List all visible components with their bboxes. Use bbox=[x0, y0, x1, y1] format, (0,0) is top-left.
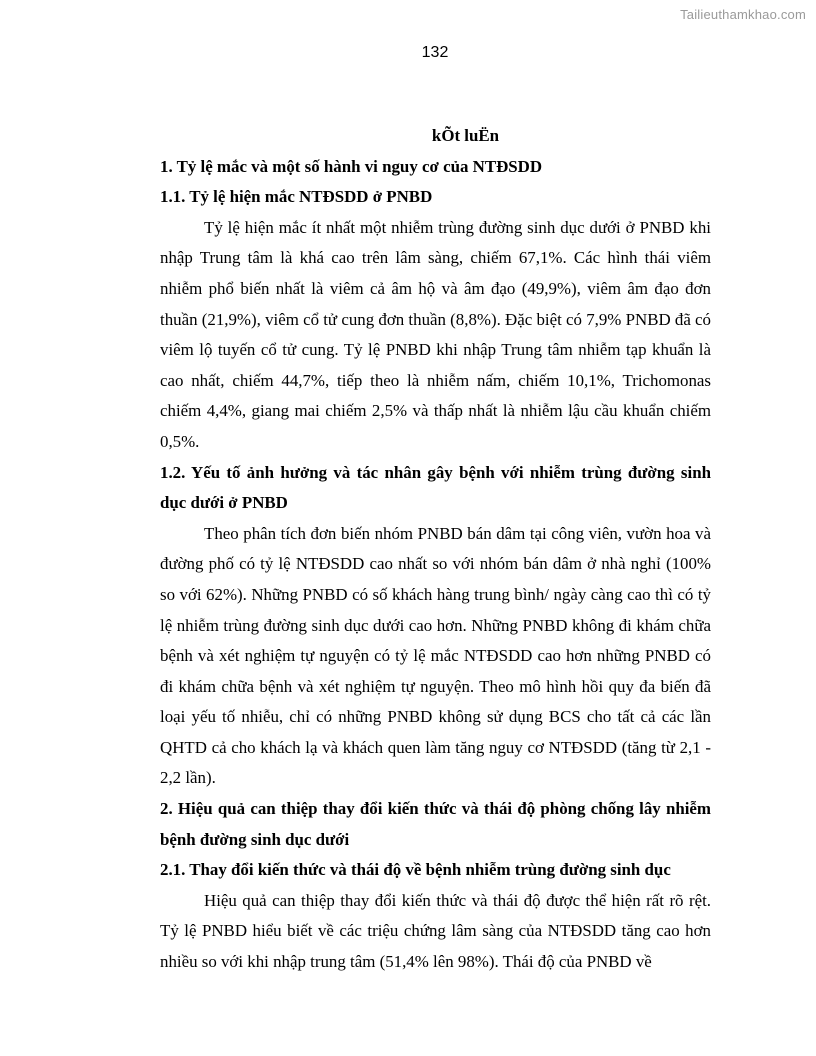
page-title: kÕt luËn bbox=[431, 126, 500, 145]
section-2-heading: 2. Hiệu quả can thiệp thay đổi kiến thức và thái độ phòng chống lây nhiễm bệnh đường sinh dục dưới bbox=[160, 799, 711, 849]
section-1-heading: 1. Tỷ lệ mắc và một số hành vi nguy cơ của NTĐSDD bbox=[160, 156, 543, 176]
section-1-1-paragraph: Tỷ lệ hiện mắc ít nhất một nhiễm trùng đường sinh dục dưới ở PNBD khi nhập Trung tâm là khá cao trên lâm sàng, chiếm 67,1%. Các hình thái viêm nhiễm phổ biến nhất là viêm cả âm hộ và âm đạo (49,9%), viêm âm đạo đơn thuần (21,9%), viêm cổ tử cung đơn thuần (8,8%). Đặc biệt có 7,9% PNBD đã có viêm lộ tuyến cổ tử cung. Tỷ lệ PNBD khi nhập Trung tâm nhiễm tạp khuẩn là cao nhất, chiếm 44,7%, tiếp theo là nhiễm nấm, chiếm 10,1%, Trichomonas chiếm 4,4%, giang mai chiếm 2,5% và thấp nhất là nhiễm lậu cầu khuẩn chiếm 0,5%. bbox=[160, 217, 711, 451]
section-2-1-paragraph: Hiệu quả can thiệp thay đổi kiến thức và thái độ được thể hiện rất rõ rệt. Tỷ lệ PNBD hiểu biết về các triệu chứng lâm sàng của NTĐSDD tăng cao hơn nhiều so với khi nhập trung tâm (51,4% lên 98%). Thái độ của PNBD về bbox=[160, 890, 711, 972]
page-number: 132 bbox=[421, 44, 449, 61]
document-body bbox=[160, 121, 711, 978]
section-2-1-heading: 2.1. Thay đổi kiến thức và thái độ về bệnh nhiễm trùng đường sinh dục bbox=[160, 860, 671, 880]
section-1-2-paragraph: Theo phân tích đơn biến nhóm PNBD bán dâm tại công viên, vườn hoa và đường phố có tỷ lệ NTĐSDD cao nhất so với nhóm bán dâm ở nhà nghỉ (100% so với 62%). Những PNBD có số khách hàng trung bình/ ngày càng cao thì có tỷ lệ nhiễm trùng đường sinh dục dưới cao hơn. Những PNBD không đi khám chữa bệnh và xét nghiệm tự nguyện có tỷ lệ mắc NTĐSDD cao hơn những PNBD có đi khám chữa bệnh và xét nghiệm tự nguyện. Theo mô hình hồi quy đa biến đã loại yếu tố nhiễu, chỉ có những PNBD không sử dụng BCS cho tất cả các lần QHTD cả cho khách lạ và khách quen làm tăng nguy cơ NTĐSDD (tăng từ 2,1 - 2,2 lần). bbox=[160, 523, 711, 788]
section-1-1-heading: 1.1. Tỷ lệ hiện mắc NTĐSDD ở PNBD bbox=[160, 187, 433, 207]
watermark: Tailieuthamkhao.com bbox=[680, 7, 806, 22]
section-1-2-heading: 1.2. Yếu tố ảnh hưởng và tác nhân gây bệnh với nhiễm trùng đường sinh dục dưới ở PNBD bbox=[160, 462, 711, 513]
